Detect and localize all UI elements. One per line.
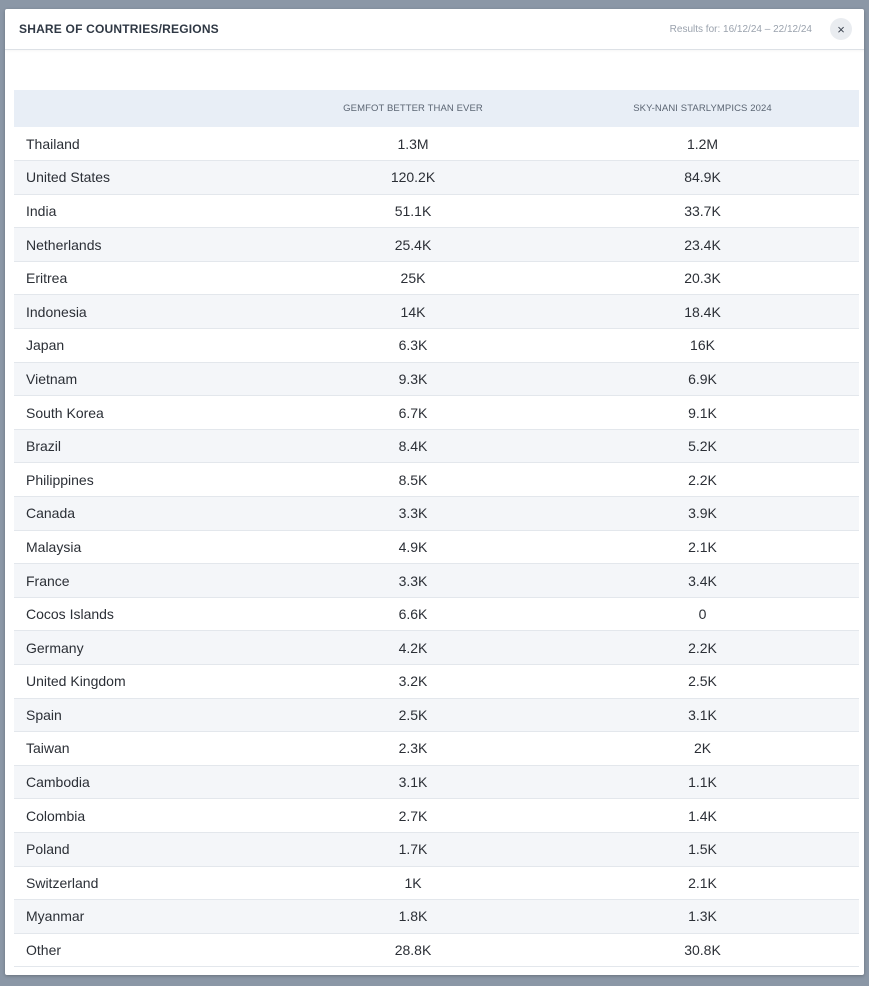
sky-nani-value-cell: 1.1K bbox=[688, 774, 717, 791]
countries-table bbox=[14, 90, 859, 967]
gemfot-value-cell: 2.3K bbox=[398, 740, 428, 757]
country-cell: Germany bbox=[26, 639, 84, 656]
table-row bbox=[14, 329, 859, 363]
table-row bbox=[14, 765, 859, 799]
country-cell: Japan bbox=[26, 337, 65, 354]
gemfot-value-cell: 25K bbox=[400, 270, 426, 287]
table-row bbox=[14, 665, 859, 699]
gemfot-value-cell: 4.2K bbox=[398, 639, 428, 656]
country-cell: Vietnam bbox=[26, 370, 78, 387]
table-row bbox=[14, 530, 859, 564]
table-row bbox=[14, 564, 859, 598]
gemfot-value-cell: 3.1K bbox=[398, 774, 428, 791]
gemfot-value-cell: 2.7K bbox=[398, 807, 428, 824]
country-cell: United States bbox=[26, 169, 111, 186]
sky-nani-value-cell: 2.2K bbox=[688, 471, 717, 488]
table-row bbox=[14, 228, 859, 262]
column-header-sky-nani: SKY-NANI STARLYMPICS 2024 bbox=[633, 103, 772, 114]
sky-nani-value-cell: 1.4K bbox=[688, 807, 717, 824]
table-row bbox=[14, 396, 859, 430]
gemfot-value-cell: 25.4K bbox=[394, 236, 432, 253]
close-icon[interactable]: × bbox=[830, 18, 852, 40]
table-row bbox=[14, 127, 859, 161]
table-row bbox=[14, 362, 859, 396]
column-header-country bbox=[14, 90, 280, 127]
gemfot-value-cell: 8.4K bbox=[398, 438, 428, 455]
gemfot-value-cell: 1.7K bbox=[398, 841, 428, 858]
gemfot-value-cell: 6.6K bbox=[398, 606, 428, 623]
country-cell: Eritrea bbox=[26, 270, 68, 287]
countries-table-container bbox=[14, 90, 859, 967]
country-cell: India bbox=[26, 202, 57, 219]
gemfot-value-cell: 120.2K bbox=[390, 169, 436, 186]
sky-nani-value-cell: 5.2K bbox=[688, 438, 717, 455]
country-cell: Malaysia bbox=[26, 538, 82, 555]
country-cell: Netherlands bbox=[26, 236, 102, 253]
sky-nani-value-cell: 84.9K bbox=[684, 169, 721, 186]
gemfot-value-cell: 6.7K bbox=[398, 404, 428, 421]
sky-nani-value-cell: 30.8K bbox=[684, 942, 721, 959]
sky-nani-value-cell: 1.3K bbox=[688, 908, 717, 925]
sky-nani-value-cell: 2.2K bbox=[688, 639, 717, 656]
sky-nani-value-cell: 2.1K bbox=[688, 538, 717, 555]
gemfot-value-cell: 1K bbox=[404, 874, 422, 891]
table-row bbox=[14, 597, 859, 631]
gemfot-value-cell: 3.2K bbox=[398, 673, 428, 690]
country-cell: Cambodia bbox=[26, 774, 90, 791]
country-cell: Philippines bbox=[26, 471, 94, 488]
country-cell: Colombia bbox=[26, 807, 86, 824]
table-row bbox=[14, 631, 859, 665]
gemfot-value-cell: 8.5K bbox=[398, 471, 428, 488]
table-row bbox=[14, 866, 859, 900]
country-cell: Taiwan bbox=[26, 740, 70, 757]
country-cell: Spain bbox=[26, 706, 62, 723]
table-row bbox=[14, 497, 859, 531]
sky-nani-value-cell: 1.5K bbox=[688, 841, 717, 858]
country-cell: Brazil bbox=[26, 438, 62, 455]
country-cell: Other bbox=[26, 942, 62, 959]
gemfot-value-cell: 1.8K bbox=[398, 908, 428, 925]
sky-nani-value-cell: 33.7K bbox=[684, 202, 721, 219]
table-row bbox=[14, 799, 859, 833]
table-row bbox=[14, 732, 859, 766]
sky-nani-value-cell: 0 bbox=[698, 606, 707, 623]
country-cell: United Kingdom bbox=[26, 673, 126, 690]
gemfot-value-cell: 1.3M bbox=[397, 135, 429, 152]
table-row bbox=[14, 161, 859, 195]
sky-nani-value-cell: 2.1K bbox=[688, 874, 717, 891]
gemfot-value-cell: 51.1K bbox=[394, 202, 432, 219]
table-row bbox=[14, 698, 859, 732]
modal-header bbox=[5, 9, 864, 50]
table-row bbox=[14, 900, 859, 934]
modal-title: SHARE OF COUNTRIES/REGIONS bbox=[19, 22, 219, 36]
gemfot-value-cell: 28.8K bbox=[394, 942, 432, 959]
sky-nani-value-cell: 20.3K bbox=[684, 270, 721, 287]
country-cell: Canada bbox=[26, 505, 76, 522]
sky-nani-value-cell: 1.2M bbox=[686, 135, 719, 152]
country-cell: France bbox=[26, 572, 70, 589]
table-row bbox=[14, 429, 859, 463]
gemfot-value-cell: 14K bbox=[400, 303, 426, 320]
country-cell: Myanmar bbox=[26, 908, 85, 925]
sky-nani-value-cell: 3.4K bbox=[688, 572, 717, 589]
table-row bbox=[14, 194, 859, 228]
table-row bbox=[14, 261, 859, 295]
sky-nani-value-cell: 16K bbox=[690, 337, 715, 354]
sky-nani-value-cell: 18.4K bbox=[684, 303, 721, 320]
gemfot-value-cell: 9.3K bbox=[398, 370, 428, 387]
country-cell: Poland bbox=[26, 841, 70, 858]
gemfot-value-cell: 6.3K bbox=[398, 337, 428, 354]
table-row bbox=[14, 832, 859, 866]
share-of-countries-modal bbox=[5, 9, 864, 975]
sky-nani-value-cell: 23.4K bbox=[684, 236, 721, 253]
table-row bbox=[14, 933, 859, 967]
results-date-range: Results for: 16/12/24 – 22/12/24 bbox=[669, 23, 812, 35]
sky-nani-value-cell: 9.1K bbox=[688, 404, 717, 421]
sky-nani-value-cell: 3.9K bbox=[688, 505, 717, 522]
sky-nani-value-cell: 2.5K bbox=[688, 673, 717, 690]
sky-nani-value-cell: 3.1K bbox=[688, 706, 717, 723]
table-row bbox=[14, 295, 859, 329]
sky-nani-value-cell: 2K bbox=[693, 740, 712, 757]
country-cell: Thailand bbox=[26, 135, 80, 152]
gemfot-value-cell: 4.9K bbox=[398, 538, 428, 555]
country-cell: South Korea bbox=[26, 404, 104, 421]
gemfot-value-cell: 2.5K bbox=[398, 706, 428, 723]
country-cell: Indonesia bbox=[26, 303, 87, 320]
gemfot-value-cell: 3.3K bbox=[398, 505, 428, 522]
column-header-gemfot: GEMFOT BETTER THAN EVER bbox=[343, 103, 483, 114]
gemfot-value-cell: 3.3K bbox=[398, 572, 428, 589]
table-header-row bbox=[14, 90, 859, 127]
country-cell: Cocos Islands bbox=[26, 606, 114, 623]
sky-nani-value-cell: 6.9K bbox=[688, 370, 717, 387]
table-row bbox=[14, 463, 859, 497]
country-cell: Switzerland bbox=[26, 874, 99, 891]
